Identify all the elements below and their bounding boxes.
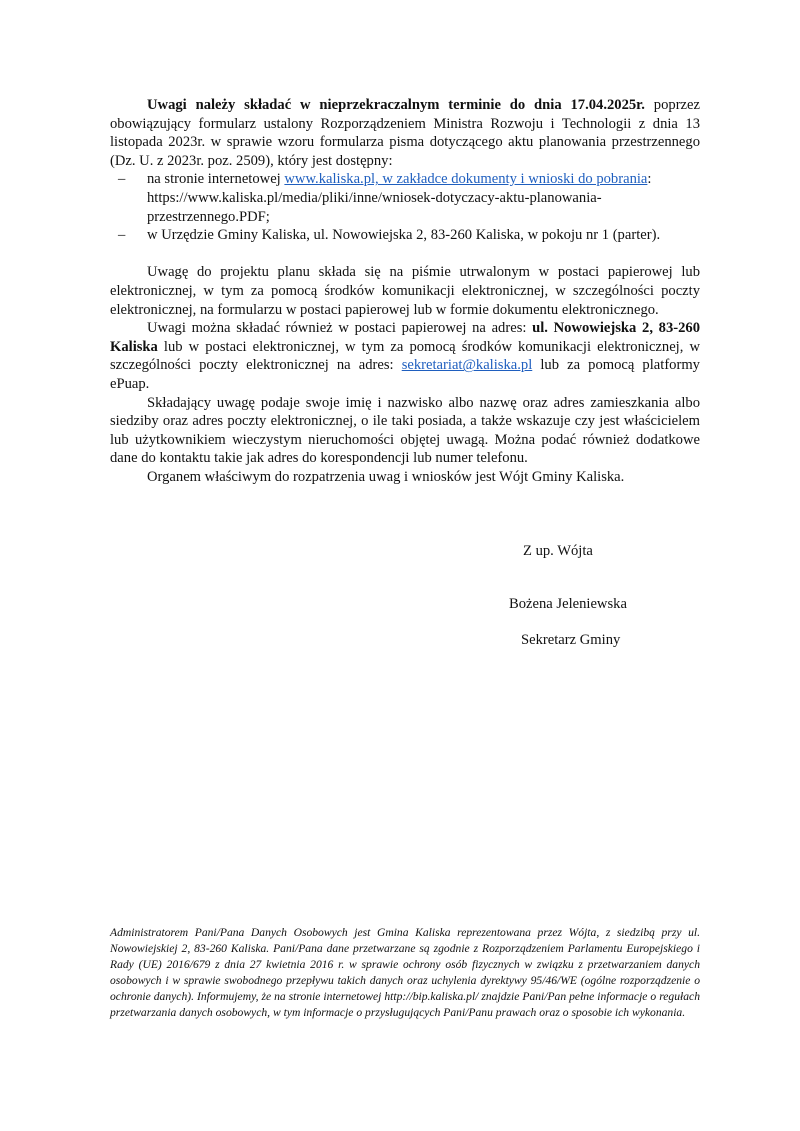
gdpr-footer: Administratorem Pani/Pana Danych Osobowych jest Gmina Kaliska reprezentowana przez Wójta, z siedzibą przy ul. Nowowiejskiej 2, 83-260 Kaliska. Pani/Pana dane przetwarzane są zgodnie z Rozporządzeniem Parlamentu Europejskiego i Rady (UE) 2016/679 z dnia 27 kwietnia 2016 r. w sprawie ochrony osób fizycznych w związku z przetwarzaniem danych osobowych i w sprawie swobodnego przepływu takich danych oraz uchylenia dyrektywy 95/46/WE (ogólne rozporządzenie o ochronie danych). Informujemy, że na stronie internetowej http://bip.kaliska.pl/ znajdzie Pani/Pan pełne informacje o regułach przetwarzania danych osobowych, w tym informacje o przysługujących Pani/Panu prawach oraz o sposobie ich wykonania. (110, 926, 700, 1019)
kaliska-website-link[interactable]: www.kaliska.pl, w zakładce dokumenty i wnioski do pobrania (284, 171, 648, 188)
dash-bullet: – (118, 171, 126, 188)
paragraph-submission-address: Uwagi można składać również w postaci papierowej na adres: ul. Nowowiejska 2, 83-260 Kaliska lub w postaci elektronicznej, w tym za pomocą środków komunikacji elektronicznej, w szczególności poczty elektronicznej na adres: sekretariat@kaliska.pl lub za pomocą platformy ePuap. (110, 320, 701, 392)
email-link[interactable]: sekretariat@kaliska.pl (401, 357, 533, 374)
office-address: ul. Nowowiejska 2, 83-260 Kaliska (110, 320, 701, 355)
intro-text: poprzez obowiązujący formularz ustalony Rozporządzeniem Ministra Rozwoju i Technologii z dnia 13 listopada 2023r. w sprawie wzoru formularza pisma dotyczącego aktu planowania przestrzennego (Dz. U. z 2023r. poz. 2509), który jest dostępny: (110, 97, 700, 169)
paragraph-authority: Organem właściwym do rozpatrzenia uwag i wniosków jest Wójt Gminy Kaliska. (147, 468, 625, 485)
dash-bullet: – (118, 227, 126, 244)
list-item: – na stronie internetowej www.kaliska.pl, w zakładce dokumenty i wnioski do pobrania: https://www.kaliska.pl/media/pliki/inne/wniosek-dotyczacy-aktu-planowania-przestrzennego.PDF; (118, 171, 652, 225)
deadline-notice: Uwagi należy składać w nieprzekraczalnym terminie do dnia 17.04.2025r. (147, 97, 645, 113)
signature-name: Bożena Jeleniewska (509, 596, 627, 612)
paragraph-submission-form: Uwagę do projektu planu składa się na piśmie utrwalonym w postaci papierowej lub elektronicznej, w tym za pomocą środków komunikacji elektronicznej, w szczególności poczty elektronicznej, na formularzu w postaci papierowej lub w formie dokumentu elektronicznego. (110, 264, 700, 318)
document-body (110, 96, 700, 486)
intro-paragraph (110, 96, 700, 170)
signature-authorization: Z up. Wójta (523, 543, 593, 559)
availability-list (110, 170, 700, 244)
list-item: – w Urzędzie Gminy Kaliska, ul. Nowowiejska 2, 83-260 Kaliska, w pokoju nr 1 (parter). (118, 227, 661, 244)
paragraph-submitter-data: Składający uwagę podaje swoje imię i nazwisko albo nazwę oraz adres zamieszkania albo siedziby oraz adres poczty elektronicznej, o ile taki posiada, a także wskazuje czy jest właścicielem lub użytkownikiem wieczystym nieruchomości objętej uwagą. Można podać również dodatkowe dane do kontaktu takie jak adres do korespondencji lub numer telefonu. (110, 394, 700, 467)
signature-title: Sekretarz Gminy (521, 632, 621, 648)
